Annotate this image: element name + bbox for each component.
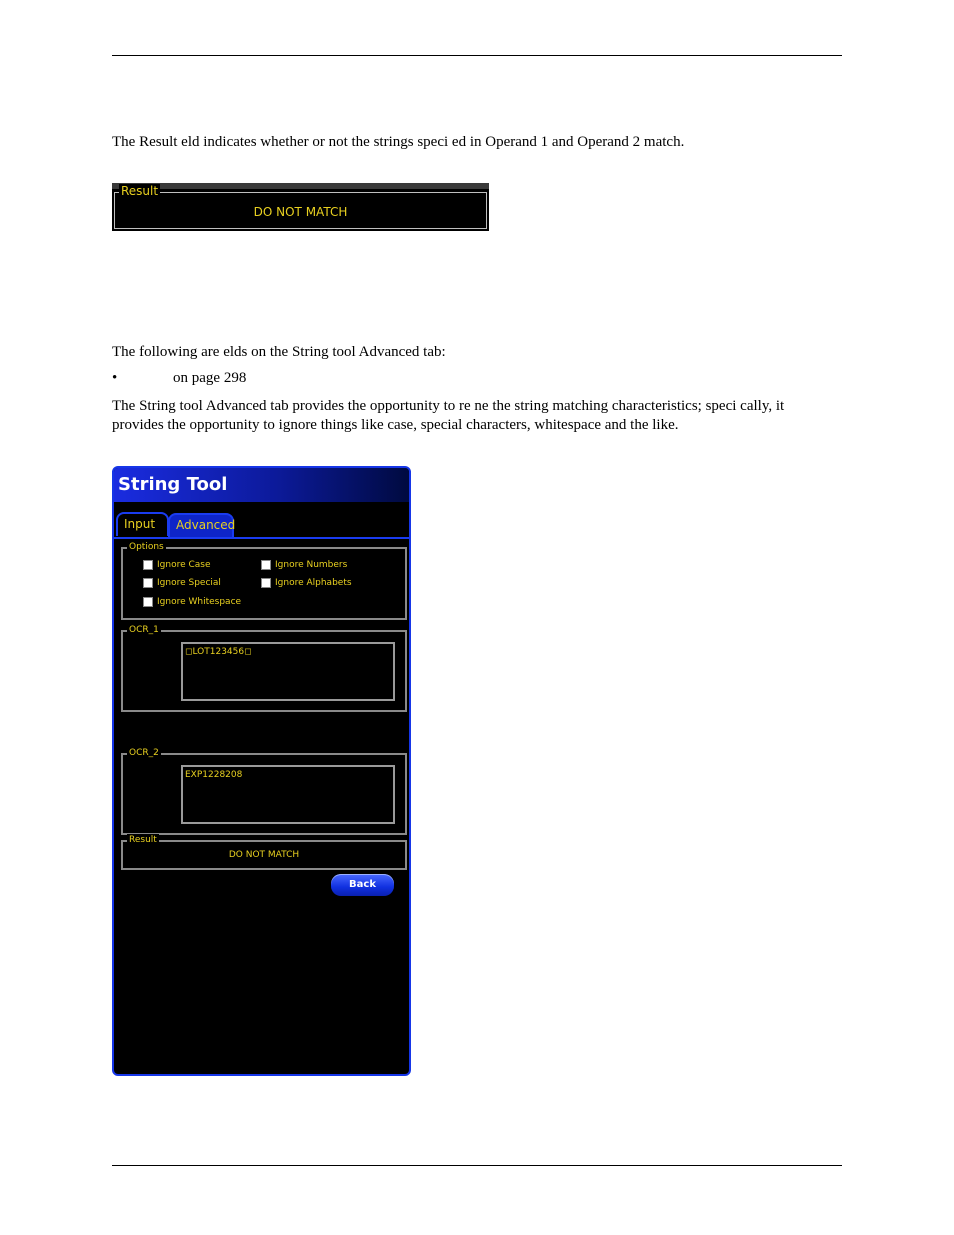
ignore-case-checkbox[interactable] [143,560,153,570]
window-titlebar [114,468,409,502]
tab-divider [114,537,409,539]
result-legend: Result [121,184,159,198]
ignore-whitespace-option[interactable] [143,597,241,607]
ignore-case-label: Ignore Case [157,560,211,570]
header-rule [112,55,842,56]
string-tool-window [112,466,411,1076]
result-group-value: DO NOT MATCH [228,850,300,860]
ocr1-legend: OCR_1 [129,625,159,635]
ignore-special-checkbox[interactable] [143,578,153,588]
ignore-whitespace-checkbox[interactable] [143,597,153,607]
ignore-numbers-checkbox[interactable] [261,560,271,570]
bullet-text: on page 298 [173,370,247,386]
bullet-mark: • [112,370,118,386]
footer-rule [112,1165,842,1166]
ignore-whitespace-label: Ignore Whitespace [157,597,242,607]
ignore-special-option[interactable] [143,578,221,588]
result-value: DO NOT MATCH [253,205,348,219]
tab-input[interactable]: Input [116,512,169,536]
result-group-legend: Result [129,835,157,845]
window-title: String Tool [118,474,228,495]
ignore-numbers-option[interactable] [261,560,347,570]
ocr2-string-field[interactable]: EXP1228208 [181,765,395,824]
advanced-fields-intro: The following are elds on the String tool Advanced tab: [112,344,446,360]
ignore-alphabets-label: Ignore Alphabets [275,578,352,588]
result-field-figure [112,183,489,231]
ocr1-string-field[interactable]: ◻LOT123456◻ [181,642,395,701]
result-description: The Result eld indicates whether or not the strings speci ed in Operand 1 and Operand 2 match. [112,134,685,150]
advanced-tab-description: The String tool Advanced tab provides the opportunity to re ne the string matching characteristics; speci cally, it provides the opportunity to ignore things like case, special characters, whitespace and the like. [112,398,785,433]
back-button[interactable]: Back [331,874,394,896]
result-figure-topbar [112,183,489,189]
ignore-special-label: Ignore Special [157,578,221,588]
ignore-alphabets-option[interactable] [261,578,352,588]
ocr2-legend: OCR_2 [129,748,159,758]
bullet-item [112,369,246,388]
options-legend: Options [129,542,164,552]
tab-advanced[interactable]: Advanced [168,513,234,539]
ignore-alphabets-checkbox[interactable] [261,578,271,588]
ignore-numbers-label: Ignore Numbers [275,560,348,570]
ignore-case-option[interactable] [143,560,211,570]
